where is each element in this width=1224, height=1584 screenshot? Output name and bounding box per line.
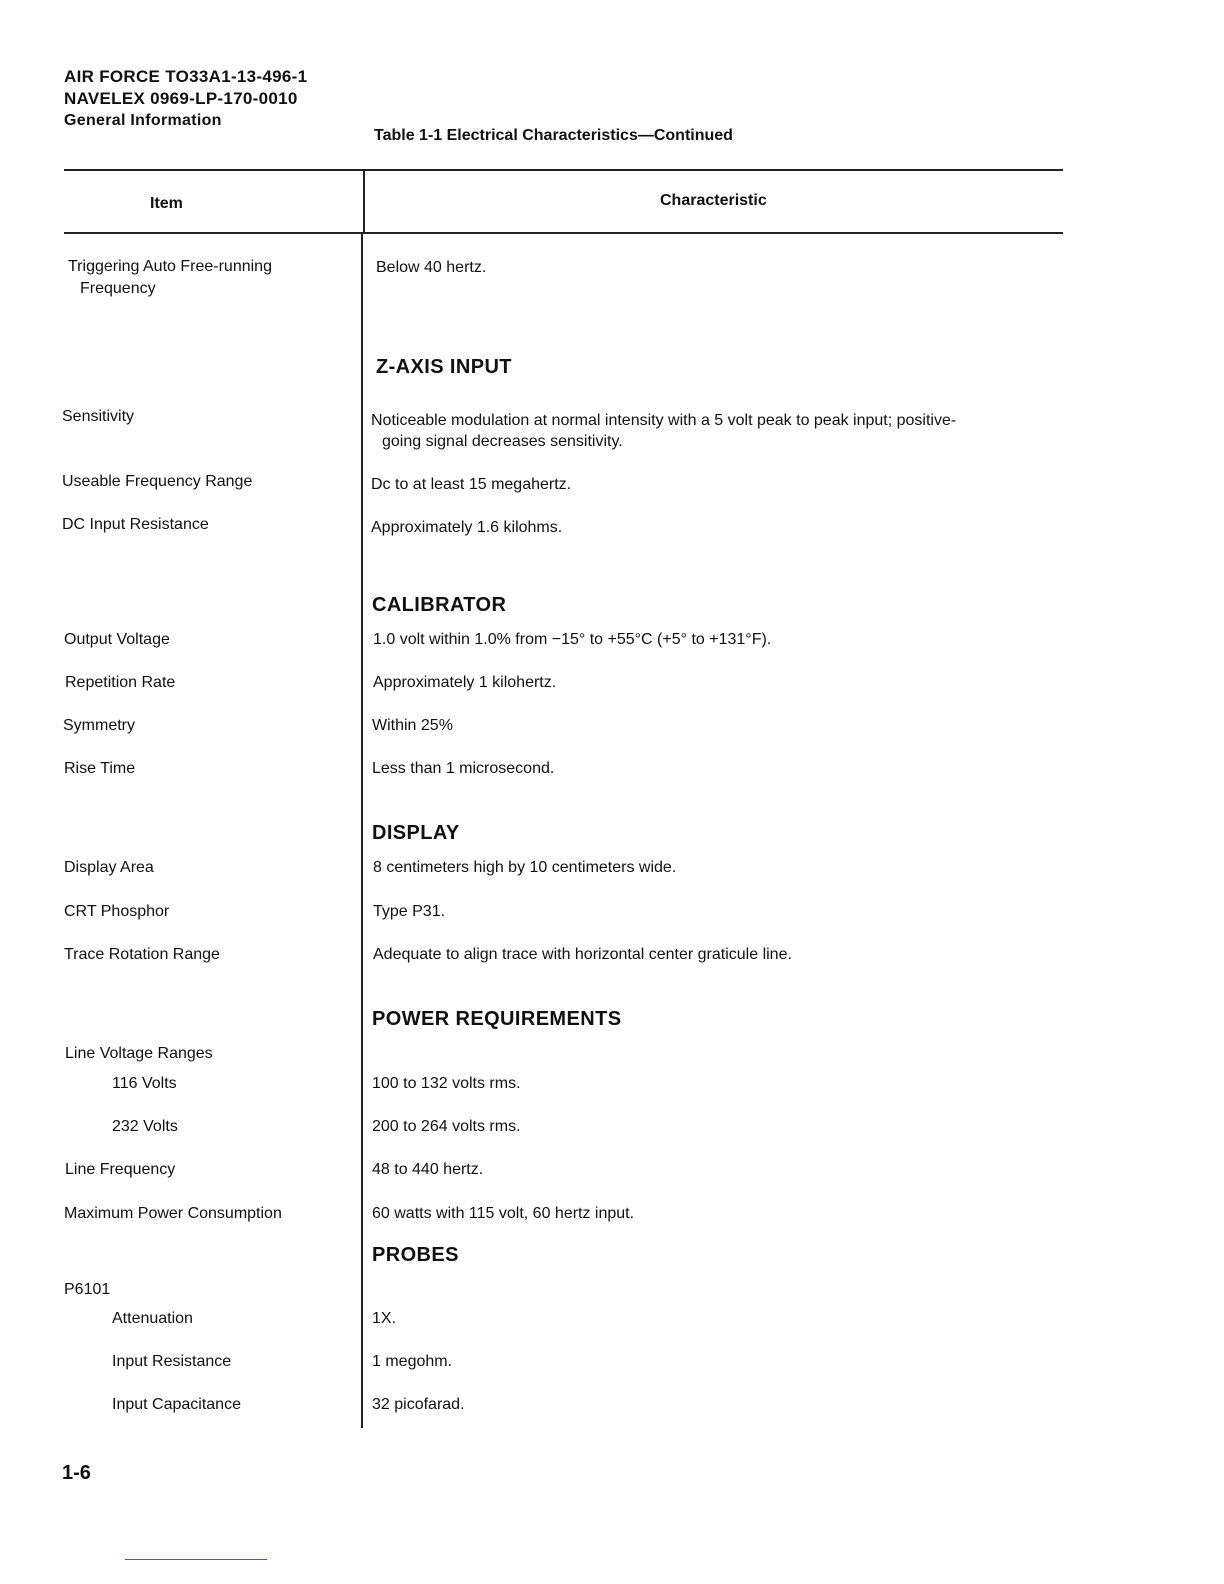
header-publication-af: AIR FORCE TO33A1-13-496-1 — [64, 67, 308, 86]
item-116-volts: 116 Volts — [112, 1075, 177, 1092]
item-symmetry: Symmetry — [63, 717, 135, 734]
item-dc-input-resistance: DC Input Resistance — [62, 516, 209, 533]
item-useable-frequency: Useable Frequency Range — [62, 473, 253, 490]
item-line-voltage-ranges: Line Voltage Ranges — [65, 1045, 213, 1062]
item-p6101: P6101 — [64, 1281, 111, 1298]
value-symmetry: Within 25% — [372, 717, 453, 734]
item-output-voltage: Output Voltage — [64, 631, 170, 648]
header-section: General Information — [64, 112, 222, 129]
item-crt-phosphor: CRT Phosphor — [64, 903, 170, 920]
value-dc-input-resistance: Approximately 1.6 kilohms. — [371, 519, 563, 536]
value-input-capacitance: 32 picofarad. — [372, 1396, 465, 1413]
item-sensitivity: Sensitivity — [62, 408, 135, 425]
header-column-divider — [363, 170, 365, 233]
table-top-rule — [64, 169, 1063, 171]
item-232-volts: 232 Volts — [112, 1118, 178, 1135]
value-output-voltage: 1.0 volt within 1.0% from −15° to +55°C (+5° to +131°F). — [373, 631, 772, 648]
item-triggering-auto: Triggering Auto Free-running — [68, 258, 272, 275]
table-header-rule — [64, 232, 1063, 234]
item-rise-time: Rise Time — [64, 760, 136, 777]
value-sensitivity-cont: going signal decreases sensitivity. — [382, 433, 623, 450]
section-power-requirements: POWER REQUIREMENTS — [372, 1008, 622, 1030]
item-input-capacitance: Input Capacitance — [112, 1396, 241, 1413]
value-useable-frequency: Dc to at least 15 megahertz. — [371, 476, 572, 493]
section-probes: PROBES — [372, 1244, 459, 1266]
value-repetition-rate: Approximately 1 kilohertz. — [373, 674, 557, 691]
item-trace-rotation: Trace Rotation Range — [64, 946, 220, 963]
value-232-volts: 200 to 264 volts rms. — [372, 1118, 521, 1135]
section-display: DISPLAY — [372, 822, 460, 844]
item-attenuation: Attenuation — [112, 1310, 193, 1327]
item-repetition-rate: Repetition Rate — [65, 674, 176, 691]
item-triggering-auto-cont: Frequency — [80, 280, 156, 297]
column-header-item: Item — [150, 195, 183, 212]
item-max-power: Maximum Power Consumption — [64, 1205, 282, 1222]
item-line-frequency: Line Frequency — [65, 1161, 176, 1178]
value-max-power: 60 watts with 115 volt, 60 hertz input. — [372, 1205, 635, 1222]
value-crt-phosphor: Type P31. — [373, 903, 446, 920]
column-header-characteristic: Characteristic — [660, 192, 767, 209]
value-line-frequency: 48 to 440 hertz. — [372, 1161, 484, 1178]
value-116-volts: 100 to 132 volts rms. — [372, 1075, 521, 1092]
value-triggering-auto: Below 40 hertz. — [376, 259, 487, 276]
item-display-area: Display Area — [64, 859, 154, 876]
section-calibrator: CALIBRATOR — [372, 594, 507, 616]
footer-rule — [125, 1559, 267, 1560]
column-divider — [361, 233, 363, 1428]
value-attenuation: 1X. — [372, 1310, 397, 1327]
table-title: Table 1-1 Electrical Characteristics—Continued — [374, 127, 733, 144]
value-input-resistance: 1 megohm. — [372, 1353, 453, 1370]
item-input-resistance: Input Resistance — [112, 1353, 232, 1370]
section-z-axis-input: Z-AXIS INPUT — [376, 356, 512, 378]
value-rise-time: Less than 1 microsecond. — [372, 760, 555, 777]
page-number: 1-6 — [62, 1462, 91, 1484]
header-publication-navelex: NAVELEX 0969-LP-170-0010 — [64, 89, 298, 108]
value-sensitivity: Noticeable modulation at normal intensity with a 5 volt peak to peak input; positive- — [371, 412, 957, 429]
value-trace-rotation: Adequate to align trace with horizontal center graticule line. — [373, 946, 792, 963]
value-display-area: 8 centimeters high by 10 centimeters wide. — [373, 859, 677, 876]
